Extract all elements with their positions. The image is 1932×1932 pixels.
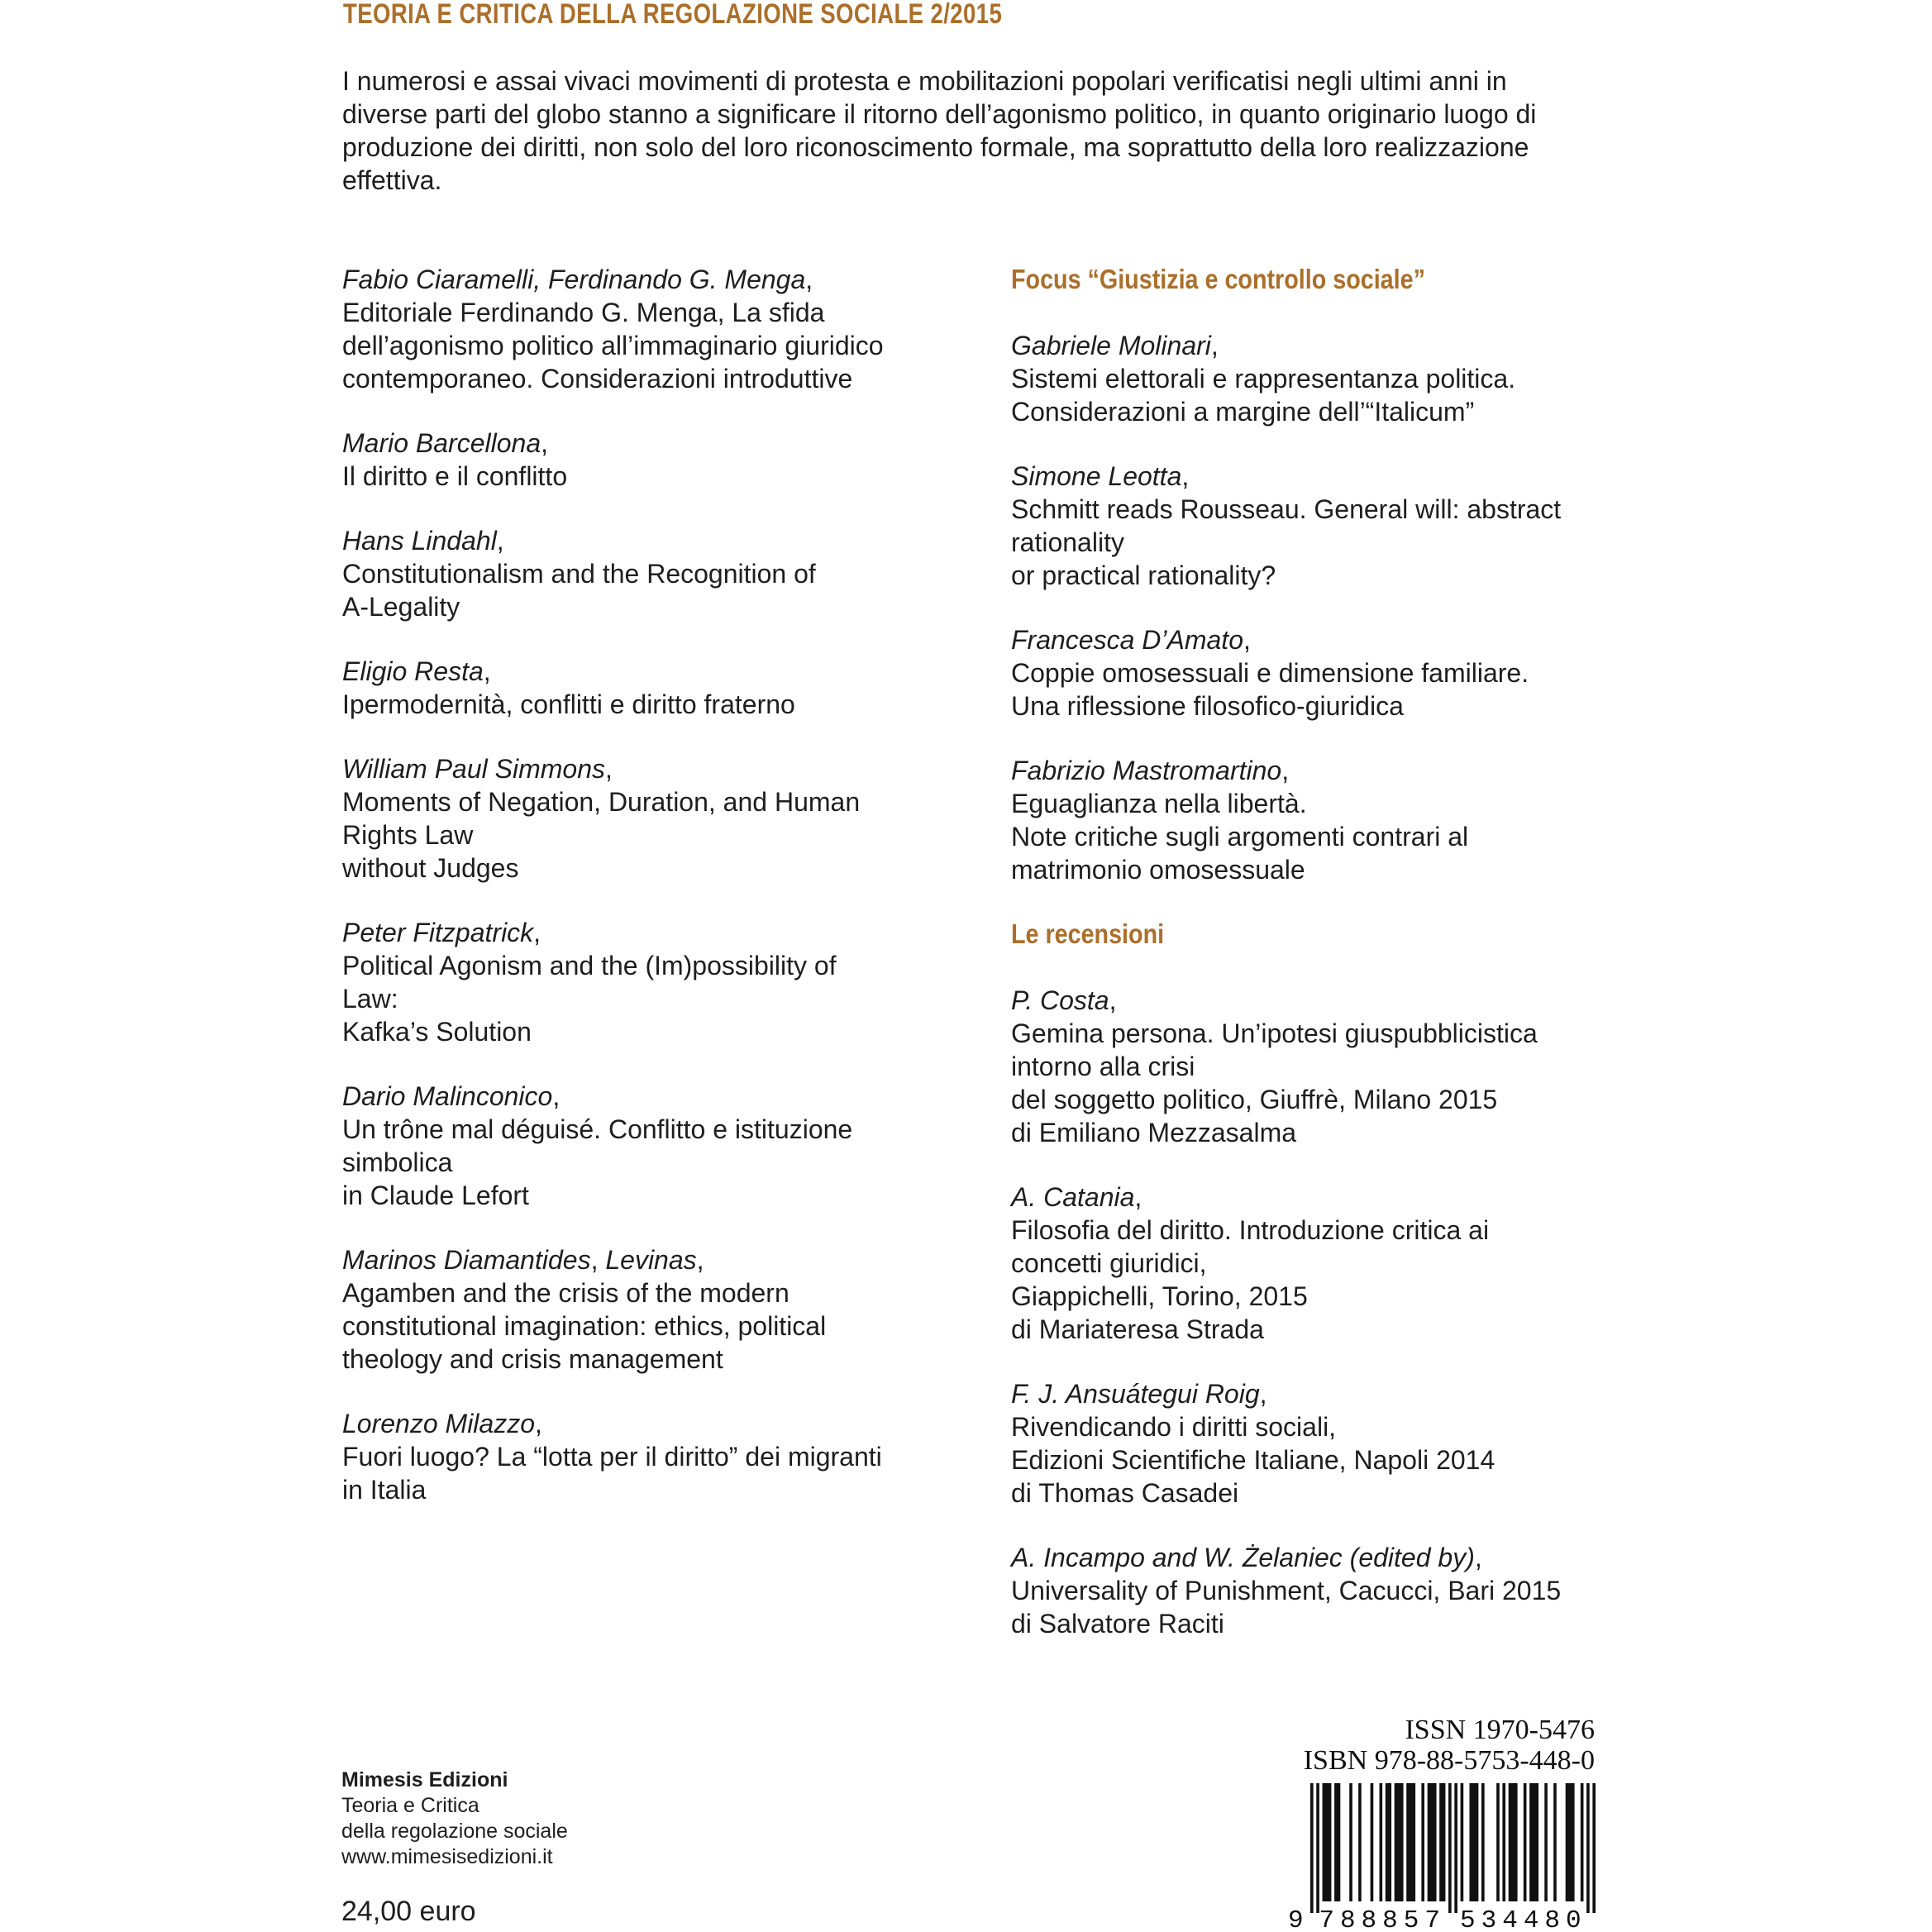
intro-line: produzione dei diritti, non solo del loro riconoscimento formale, ma soprattutto della loro realizzazione (342, 132, 1529, 162)
barcode-bar (1316, 1783, 1319, 1913)
toc-entry-line (342, 1080, 995, 1113)
toc-entry-line (342, 818, 995, 852)
toc-entry-line (1011, 395, 1623, 428)
ean-digit-first: 9 (1288, 1906, 1304, 1932)
barcode-bar (1310, 1783, 1314, 1913)
title-text: or practical rationality? (1011, 561, 1276, 590)
toc-entry-line (342, 329, 995, 362)
toc-entry-line (1011, 329, 1623, 362)
toc-entry-line (342, 557, 995, 590)
title-text: Moments of Negation, Duration, and Human (342, 787, 861, 817)
barcode-bar (1524, 1783, 1527, 1901)
price: 24,00 euro (341, 1896, 476, 1927)
title-text: constitutional imagination: ethics, political (342, 1311, 827, 1341)
toc-entry-line (1011, 1017, 1623, 1050)
toc-entry (1011, 460, 1623, 592)
toc-entry (1011, 984, 1623, 1149)
author-name: Gabriele Molinari (1011, 331, 1211, 360)
barcode-bar (1421, 1783, 1424, 1901)
toc-entry-line (1011, 1607, 1623, 1640)
title-text: A-Legality (342, 592, 460, 622)
title-text: Law: (342, 984, 398, 1014)
toc-entry-line (342, 982, 995, 1015)
author-name: Mario Barcellona (342, 428, 541, 458)
barcode-bar (1334, 1783, 1340, 1901)
publisher-name: Mimesis Edizioni (341, 1768, 508, 1791)
toc-entry-line (342, 916, 995, 949)
title-text: theology and crisis management (342, 1344, 723, 1374)
toc-entry-line (342, 1113, 995, 1146)
toc-entry-line (342, 1015, 995, 1048)
barcode-bar (1448, 1783, 1452, 1913)
toc-entry-line (1011, 820, 1623, 853)
toc-entry-line (1011, 1476, 1623, 1510)
toc-entry-line (342, 1179, 995, 1212)
toc-entry-line (342, 590, 995, 623)
author-name: Fabio Ciaramelli, Ferdinando G. Menga (342, 265, 806, 294)
title-text: di Thomas Casadei (1011, 1478, 1239, 1508)
toc-entry-line (1011, 1443, 1623, 1476)
title-text: , (605, 754, 613, 784)
toc-entry (342, 427, 995, 493)
title-text: Universality of Punishment, Cacucci, Bari 2015 (1011, 1576, 1562, 1605)
title-text: , (496, 526, 504, 556)
toc-entry-line (1011, 1280, 1623, 1313)
toc-entry-line (1011, 689, 1623, 723)
toc-entry (342, 1080, 995, 1212)
barcode-bar (1386, 1783, 1391, 1901)
publisher-website: www.mimesisedizioni.it (341, 1845, 553, 1868)
toc-entry (342, 524, 995, 623)
title-text: , (590, 1245, 606, 1275)
title-text: , (805, 265, 813, 294)
toc-column-left (342, 263, 995, 1538)
toc-entry-line (342, 1343, 995, 1376)
toc-entry-line (342, 427, 995, 460)
title-text: Il diritto e il conflitto (342, 461, 568, 491)
toc-entry-line (342, 1440, 995, 1473)
barcode-bar (1439, 1783, 1445, 1901)
title-text: Kafka’s Solution (342, 1017, 532, 1047)
toc-entry-line (1011, 526, 1623, 559)
toc-entry-line (1011, 1377, 1623, 1410)
title-text: , (1259, 1379, 1267, 1409)
author-name: Peter Fitzpatrick (342, 918, 534, 947)
title-text: Eguaglianza nella libertà. (1011, 789, 1307, 818)
intro-line: effettiva. (342, 165, 442, 195)
title-text: Sistemi elettorali e rappresentanza politica. (1011, 364, 1516, 394)
title-text: dell’agonismo politico all’immaginario giuridico (342, 331, 884, 360)
title-text: Schmitt reads Rousseau. General will: abstract (1011, 494, 1562, 524)
toc-entry (1011, 1541, 1623, 1640)
title-text: , (1109, 985, 1117, 1015)
barcode-bar (1406, 1783, 1415, 1901)
author-name: P. Costa (1011, 985, 1109, 1015)
barcode-bar (1481, 1783, 1485, 1901)
ean-digits-left: 788857 (1319, 1906, 1446, 1932)
title-text: Filosofia del diritto. Introduzione critica ai (1011, 1215, 1490, 1245)
issn-number: ISSN 1970-5476 (1405, 1715, 1595, 1745)
barcode-bar (1323, 1783, 1332, 1901)
toc-entry-line (1011, 623, 1623, 656)
author-name: Dario Malinconico (342, 1081, 553, 1111)
toc-entry-line (342, 655, 995, 688)
title-text: Considerazioni a margine dell’“Italicum” (1011, 397, 1475, 427)
title-text: di Salvatore Raciti (1011, 1609, 1224, 1639)
series-name-line1: Teoria e Critica (341, 1794, 479, 1817)
toc-entry-line (1011, 559, 1623, 592)
toc-entry-line (1011, 493, 1623, 526)
ean-digits-right: 534480 (1460, 1906, 1587, 1932)
barcode-bar (1380, 1783, 1383, 1901)
title-text: contemporaneo. Considerazioni introduttive (342, 364, 853, 394)
section-heading: Le recensioni (1011, 918, 1165, 949)
toc-entry-line (1011, 656, 1623, 689)
toc-entry-line (342, 752, 995, 785)
section-heading: Focus “Giustizia e controllo sociale” (1011, 264, 1425, 294)
title-text: Political Agonism and the (Im)possibility of (342, 951, 837, 980)
barcode-bar (1586, 1783, 1590, 1913)
toc-entry (1011, 1181, 1623, 1346)
author-name: Lorenzo Milazzo (342, 1409, 535, 1438)
title-text: in Italia (342, 1475, 427, 1505)
toc-entry (1011, 329, 1623, 428)
toc-entry-line (342, 1146, 995, 1179)
title-text: , (535, 1409, 542, 1438)
barcode-bar (1581, 1783, 1584, 1901)
title-text: Una riflessione filosofico-giuridica (1011, 691, 1404, 721)
toc-entry-line (342, 785, 995, 818)
barcode-bar (1395, 1783, 1404, 1901)
title-text: without Judges (342, 853, 519, 883)
toc-entry-line (1011, 984, 1623, 1017)
title-text: matrimonio omosessuale (1011, 855, 1305, 885)
title-text: , (696, 1245, 704, 1275)
title-text: di Mariateresa Strada (1011, 1314, 1264, 1344)
journal-title: TEORIA E CRITICA DELLA REGOLAZIONE SOCIALE 2/2015 (343, 0, 1003, 30)
toc-entry-line (342, 1473, 995, 1506)
title-text: Rivendicando i diritti sociali, (1011, 1412, 1337, 1442)
author-name: Hans Lindahl (342, 526, 497, 556)
title-text: , (533, 918, 541, 947)
title-text: di Emiliano Mezzasalma (1011, 1118, 1297, 1147)
title-text: simbolica (342, 1147, 453, 1177)
intro-paragraph (342, 64, 1536, 197)
author-name: Francesca D’Amato (1011, 625, 1243, 655)
title-text: rationality (1011, 527, 1124, 557)
title-text: , (1474, 1543, 1482, 1572)
author-name: Eligio Resta (342, 656, 484, 686)
toc-entry (342, 655, 995, 721)
toc-entry (342, 1407, 995, 1506)
toc-entry-line (1011, 1083, 1623, 1116)
toc-entry-line (342, 362, 995, 395)
toc-entry-line (342, 852, 995, 885)
toc-entry-line (1011, 1541, 1623, 1574)
title-text: Gemina persona. Un’ipotesi giuspubblicistica (1011, 1018, 1538, 1048)
title-text: Coppie omosessuali e dimensione familiare. (1011, 658, 1529, 688)
title-text: Edizioni Scientifiche Italiane, Napoli 2014 (1011, 1445, 1496, 1475)
author-name: Simone Leotta (1011, 461, 1182, 491)
title-text: , (1181, 461, 1190, 491)
imprint-block (341, 1767, 568, 1870)
toc-entry-line (1011, 1214, 1623, 1247)
toc-entry-line (342, 296, 995, 329)
toc-entry (342, 916, 995, 1048)
title-text: Agamben and the crisis of the modern (342, 1278, 789, 1308)
title-text: Un trône mal déguisé. Conflitto e istituzione (342, 1114, 853, 1144)
title-text: Constitutionalism and the Recognition of (342, 559, 816, 589)
title-text: in Claude Lefort (342, 1181, 529, 1210)
barcode-bar (1553, 1783, 1557, 1901)
title-text: , (1210, 331, 1219, 360)
barcode-bar (1529, 1783, 1538, 1901)
barcode-bar (1509, 1783, 1518, 1901)
toc-entry-line (342, 460, 995, 493)
toc-entry-line (1011, 460, 1623, 493)
barcode-bar (1371, 1783, 1374, 1901)
barcode-bar (1349, 1783, 1352, 1901)
title-text: Giappichelli, Torino, 2015 (1011, 1281, 1308, 1311)
toc-entry-line (342, 1276, 995, 1309)
title-text: intorno alla crisi (1011, 1052, 1195, 1081)
title-text: , (1134, 1182, 1143, 1212)
toc-entry (1011, 1377, 1623, 1510)
barcode-bar (1469, 1783, 1478, 1901)
toc-entry-line (342, 688, 995, 721)
toc-entry-line (1011, 1181, 1623, 1214)
title-text: Rights Law (342, 820, 474, 850)
barcode-bar (1502, 1783, 1505, 1901)
barcode-bar (1358, 1783, 1362, 1901)
codes-block (1304, 1715, 1595, 1776)
title-text: del soggetto politico, Giuffrè, Milano 2015 (1011, 1085, 1498, 1114)
toc-entry-line (1011, 853, 1623, 886)
toc-entry (1011, 623, 1623, 723)
toc-entry-line (342, 1243, 995, 1276)
title-text: Ipermodernità, conflitti e diritto fraterno (342, 689, 795, 719)
toc-entry-line (1011, 1116, 1623, 1149)
toc-entry (342, 752, 995, 885)
barcode-bar (1544, 1783, 1548, 1901)
author-name: William Paul Simmons (342, 754, 605, 784)
toc-entry-line (1011, 754, 1623, 787)
author-name: Marinos Diamantides (342, 1245, 591, 1275)
isbn-number: ISBN 978-88-5753-448-0 (1303, 1745, 1595, 1776)
barcode-bar (1461, 1783, 1464, 1901)
toc-entry-line (342, 1407, 995, 1440)
title-text: , (1243, 625, 1251, 655)
barcode-bar (1454, 1783, 1457, 1913)
barcode-bar (1592, 1783, 1596, 1913)
toc-column-right (1011, 263, 1623, 1672)
title-text: , (541, 428, 548, 458)
author-name: Levinas (605, 1245, 697, 1275)
toc-entry-line (1011, 1050, 1623, 1083)
author-name: Fabrizio Mastromartino (1011, 756, 1282, 785)
toc-entry-line (1011, 787, 1623, 820)
toc-entry-line (1011, 1410, 1623, 1443)
toc-entry-line (342, 524, 995, 557)
toc-entry-line (342, 1309, 995, 1343)
toc-entry-line (1011, 1574, 1623, 1607)
author-name: A. Incampo and W. Żelaniec (edited by) (1011, 1543, 1475, 1572)
toc-entry-line (1011, 1247, 1623, 1280)
author-name: A. Catania (1011, 1182, 1135, 1212)
barcode-bar (1428, 1783, 1437, 1901)
title-text: , (1281, 756, 1290, 785)
toc-entry (342, 263, 995, 395)
title-text: Note critiche sugli argomenti contrari al (1011, 822, 1469, 852)
title-text: , (483, 656, 491, 686)
toc-entry (342, 1243, 995, 1376)
title-text: , (552, 1081, 561, 1111)
barcode-bar (1566, 1783, 1575, 1901)
series-name-line2: della regolazione sociale (341, 1820, 568, 1843)
toc-entry-line (342, 263, 995, 296)
title-text: Fuori luogo? La “lotta per il diritto” dei migranti (342, 1442, 882, 1472)
toc-entry-line (1011, 1313, 1623, 1346)
toc-entry-line (1011, 362, 1623, 395)
toc-entry (1011, 754, 1623, 886)
toc-entry-line (342, 949, 995, 982)
title-text: Editoriale Ferdinando G. Menga, La sfida (342, 298, 825, 327)
ean13-barcode (1273, 1783, 1604, 1932)
barcode-bar (1496, 1783, 1500, 1901)
author-name: F. J. Ansuátegui Roig (1011, 1379, 1260, 1409)
intro-line: I numerosi e assai vivaci movimenti di protesta e mobilitazioni popolari verificatisi negli ultimi anni in (342, 66, 1507, 96)
intro-line: diverse parti del globo stanno a significare il ritorno dell’agonismo politico, in quanto originario luogo di (342, 99, 1537, 129)
title-text: concetti giuridici, (1011, 1248, 1207, 1278)
